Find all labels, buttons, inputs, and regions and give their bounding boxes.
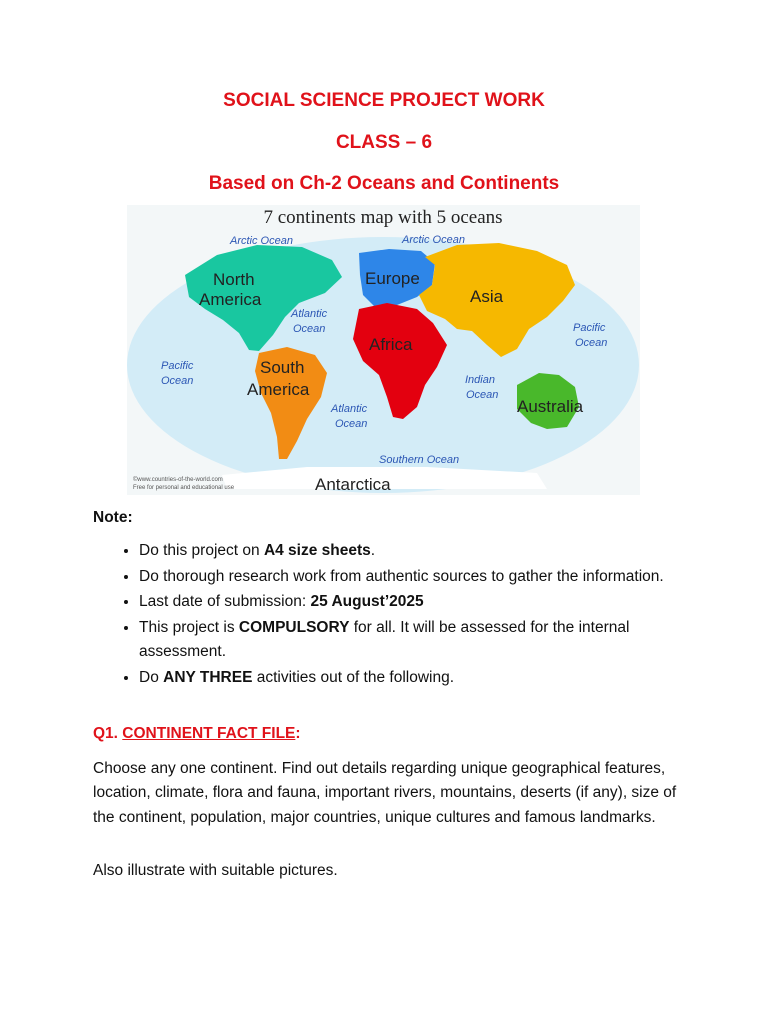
label-indian-1: Indian xyxy=(465,374,495,386)
question-1-title: CONTINENT FACT FILE xyxy=(122,725,296,742)
question-1-illustrate-note: Also illustrate with suitable pictures. xyxy=(93,862,338,879)
label-arctic-ocean-left: Arctic Ocean xyxy=(230,235,293,247)
label-atlantic-north-1: Atlantic xyxy=(291,308,328,320)
label-atlantic-north-2: Ocean xyxy=(293,323,326,335)
question-1-number: Q1. xyxy=(93,725,123,742)
note-item-a4: • Do this project on A4 size sheets. xyxy=(139,538,699,564)
label-asia: Asia xyxy=(470,287,504,306)
label-africa: Africa xyxy=(369,335,413,354)
map-title: 7 continents map with 5 oceans xyxy=(263,207,503,228)
label-pacific-right-1: Pacific xyxy=(573,322,606,334)
note-item-any-three: • Do ANY THREE activities out of the following. xyxy=(139,665,699,691)
label-atlantic-south-2: Ocean xyxy=(335,418,368,430)
label-europe: Europe xyxy=(365,269,420,288)
label-southern-ocean: Southern Ocean xyxy=(379,454,460,466)
label-pacific-right-2: Ocean xyxy=(575,337,608,349)
note-label: Note: xyxy=(93,509,133,526)
chapter-heading: Based on Ch-2 Oceans and Continents xyxy=(208,173,560,194)
question-1-description: Choose any one continent. Find out details regarding unique geographical features, location, climate, flora and fauna, important rivers, mountains, deserts (if any), size of the continent, population, major countries, unique cultures and famous landmarks. xyxy=(93,760,677,826)
note-list xyxy=(93,538,699,690)
note-item-deadline: • Last date of submission: 25 August’2025 xyxy=(139,589,699,615)
question-1-colon: : xyxy=(295,725,301,742)
world-map-image xyxy=(127,205,640,495)
label-australia: Australia xyxy=(517,397,584,416)
map-credit-2: Free for personal and educational use xyxy=(133,485,235,491)
label-south-america-2: America xyxy=(247,380,310,399)
label-pacific-left-2: Ocean xyxy=(161,375,194,387)
label-pacific-left-1: Pacific xyxy=(161,360,194,372)
page-title: SOCIAL SCIENCE PROJECT WORK xyxy=(223,90,545,111)
label-south-america-1: South xyxy=(260,358,305,377)
note-item-research: • Do thorough research work from authentic sources to gather the information. xyxy=(139,564,699,590)
label-north-america-1: North xyxy=(213,270,255,289)
label-atlantic-south-1: Atlantic xyxy=(331,403,368,415)
label-antarctica: Antarctica xyxy=(315,475,391,494)
map-credit-1: ©www.countries-of-the-world.com xyxy=(133,477,223,483)
world-map-svg xyxy=(127,205,640,495)
label-arctic-ocean-right: Arctic Ocean xyxy=(402,234,465,246)
note-item-compulsory: • This project is COMPULSORY for all. It will be assessed for the internal assessment. xyxy=(139,615,699,665)
label-north-america-2: America xyxy=(199,290,262,309)
label-indian-2: Ocean xyxy=(466,389,499,401)
question-1-heading xyxy=(93,725,301,743)
class-heading: CLASS – 6 xyxy=(335,132,433,153)
